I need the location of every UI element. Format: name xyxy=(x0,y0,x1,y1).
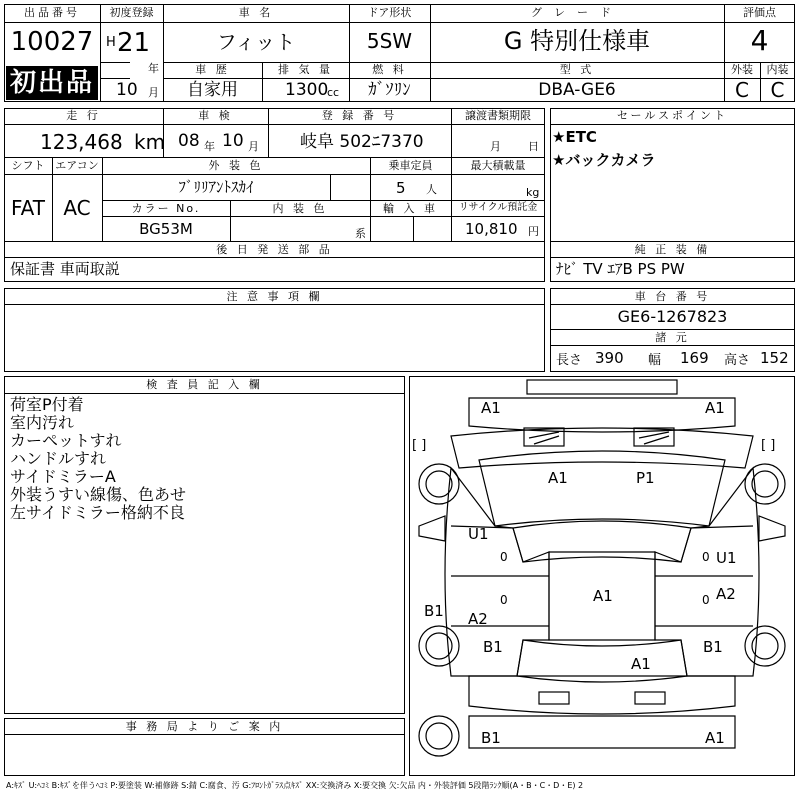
car-name-label: 車 名 xyxy=(238,6,274,19)
exterior-label: 外装 xyxy=(731,63,753,76)
height-label: 高さ xyxy=(724,353,751,368)
damage-mark: A1 xyxy=(593,587,613,605)
era: H xyxy=(106,35,116,50)
history-label: 車 歴 xyxy=(195,63,230,76)
first-listing-badge: 初出品 xyxy=(6,66,98,100)
lot-number: 10027 xyxy=(10,27,94,57)
sales-point-camera: ★バックカメラ xyxy=(552,151,656,169)
damage-mark: A1 xyxy=(705,399,725,417)
car-name: フィット xyxy=(216,30,296,54)
car-outline xyxy=(409,376,795,776)
zero-mark: 0 xyxy=(702,593,710,607)
damage-mark: A1 xyxy=(548,469,568,487)
model: DBA-GE6 xyxy=(538,80,616,100)
inspector-note: 荷室P付着 xyxy=(10,395,84,414)
damage-mark: A1 xyxy=(705,729,725,747)
score-label: 評価点 xyxy=(743,6,776,19)
exterior-color: ﾌﾞﾘﾘｱﾝﾄｽｶｲ xyxy=(178,178,254,196)
lot-number-label: 出品番号 xyxy=(24,6,80,19)
width: 169 xyxy=(680,349,709,367)
shift: FAT xyxy=(10,196,45,220)
interior-label: 内装 xyxy=(766,63,789,76)
grade: G 特別仕様車 xyxy=(503,27,651,55)
zero-mark: 0 xyxy=(500,550,508,564)
inspection-year: 08 xyxy=(178,131,200,151)
displacement: 1300 xyxy=(285,80,329,100)
post-parts-label: 後 日 発 送 部 品 xyxy=(216,243,333,256)
reg-label: 登 録 番 号 xyxy=(321,109,398,122)
kg-unit: kg xyxy=(526,186,540,199)
shift-label: シフト xyxy=(11,159,45,172)
door-label: ドア形状 xyxy=(367,6,412,19)
damage-mark: A2 xyxy=(468,610,488,628)
damage-mark: B1 xyxy=(424,602,444,620)
recycle-fee: 10,810 xyxy=(465,220,518,238)
inspector-note: ハンドルすれ xyxy=(10,449,107,468)
mileage-label: 走 行 xyxy=(66,109,101,122)
air-conditioner: AC xyxy=(63,196,91,220)
chassis-number: GE6-1267823 xyxy=(617,307,728,326)
damage-mark: A1 xyxy=(631,655,651,673)
mileage: 123,468 xyxy=(40,130,123,154)
inspector-notes xyxy=(10,396,186,522)
height: 152 xyxy=(760,349,789,367)
transfer-label: 譲渡書類期限 xyxy=(465,109,531,122)
damage-mark: A1 xyxy=(481,399,501,417)
model-label: 型 式 xyxy=(559,63,595,76)
month-unit: 月 xyxy=(148,86,159,99)
chassis-label: 車 台 番 号 xyxy=(634,290,711,303)
damage-mark: U1 xyxy=(716,549,737,567)
transfer-month-unit: 月 xyxy=(490,140,501,153)
ext-color-label: 外 装 色 xyxy=(208,159,264,172)
legend: A:ｷｽﾞ U:ﾍｺﾐ B:ｷｽﾞを伴うﾍｺﾐ P:要塗装 W:補修跡 S:錆 C:腐食、汚 G:ﾌﾛﾝﾄｶﾞﾗｽ点ｷｽﾞ XX:交換済み X:要交換 欠:欠品 内・外装評価 5段階ﾗﾝｸ順(A・B・C・D・E) 2 xyxy=(6,781,584,790)
int-color-unit: 系 xyxy=(355,227,366,240)
bracket-right: [ ] xyxy=(761,438,776,453)
displacement-label: 排 気 量 xyxy=(278,63,333,76)
cc-unit: cc xyxy=(327,86,340,99)
fuel: ｶﾞｿﾘﾝ xyxy=(368,80,411,100)
int-color-label: 内 装 色 xyxy=(272,202,328,215)
door-type: 5SW xyxy=(366,29,413,53)
post-parts: 保証書 車両取説 xyxy=(10,260,120,278)
inspection-month: 10 xyxy=(222,131,244,151)
import-label: 輸 入 車 xyxy=(383,202,438,215)
office-label: 事 務 局 よ り ご 案 内 xyxy=(125,720,284,733)
color-no-label: カラー No. xyxy=(131,202,201,215)
insp-month-unit: 月 xyxy=(248,140,259,153)
inspector-note: サイドミラーA xyxy=(10,467,116,486)
capacity-label: 乗車定員 xyxy=(388,159,433,172)
damage-mark: P1 xyxy=(636,469,655,487)
interior-grade: C xyxy=(770,78,785,102)
km-unit: km xyxy=(134,130,166,154)
transfer-day-unit: 日 xyxy=(528,140,539,153)
inspector-note: 左サイドミラー格納不良 xyxy=(10,503,185,522)
first-reg-label: 初度登録 xyxy=(109,6,154,19)
inspector-label: 検 査 員 記 入 欄 xyxy=(146,378,263,391)
damage-mark: U1 xyxy=(468,525,489,543)
dims-label: 諸 元 xyxy=(655,331,690,344)
recycle-label: リサイクル預託金 xyxy=(458,202,538,213)
year-unit: 年 xyxy=(148,62,159,75)
score: 4 xyxy=(750,24,769,57)
sales-point-etc: ★ETC xyxy=(552,128,597,146)
capacity: 5 xyxy=(396,179,406,197)
sales-points-label: セールスポイント xyxy=(616,109,728,122)
color-number: BG53M xyxy=(139,220,193,238)
fuel-label: 燃 料 xyxy=(372,63,407,76)
equipment: ﾅﾋﾞ TV ｴｱB PS PW xyxy=(556,260,685,278)
inspector-note: カーペットすれ xyxy=(10,431,122,450)
inspector-note: 室内汚れ xyxy=(10,413,75,432)
capacity-unit: 人 xyxy=(426,183,437,196)
first-reg-year: 21 xyxy=(117,28,151,58)
zero-mark: 0 xyxy=(702,550,710,564)
insp-year-unit: 年 xyxy=(204,140,215,153)
ac-label: エアコン xyxy=(55,159,99,172)
exterior-grade: C xyxy=(735,78,749,102)
width-label: 幅 xyxy=(648,353,662,368)
caution-label: 注 意 事 項 欄 xyxy=(226,290,323,303)
damage-mark: B1 xyxy=(481,729,501,747)
zero-mark: 0 xyxy=(500,593,508,607)
damage-mark: B1 xyxy=(483,638,503,656)
grade-label: グレード xyxy=(531,6,623,19)
damage-mark: B1 xyxy=(703,638,723,656)
load-label: 最大積載量 xyxy=(470,159,526,172)
length-label: 長さ xyxy=(556,353,583,368)
reg-number: 岐阜 502ﾆ7370 xyxy=(300,132,424,152)
first-reg-month: 10 xyxy=(116,80,138,100)
inspector-note: 外装うすい線傷、色あせ xyxy=(10,485,187,504)
bracket-left: [ ] xyxy=(412,438,427,453)
length: 390 xyxy=(595,349,624,367)
equipment-label: 純 正 装 備 xyxy=(634,243,711,256)
history: 自家用 xyxy=(187,80,238,100)
inspection-label: 車 検 xyxy=(198,109,233,122)
damage-mark: A2 xyxy=(716,585,736,603)
yen-unit: 円 xyxy=(528,225,539,238)
